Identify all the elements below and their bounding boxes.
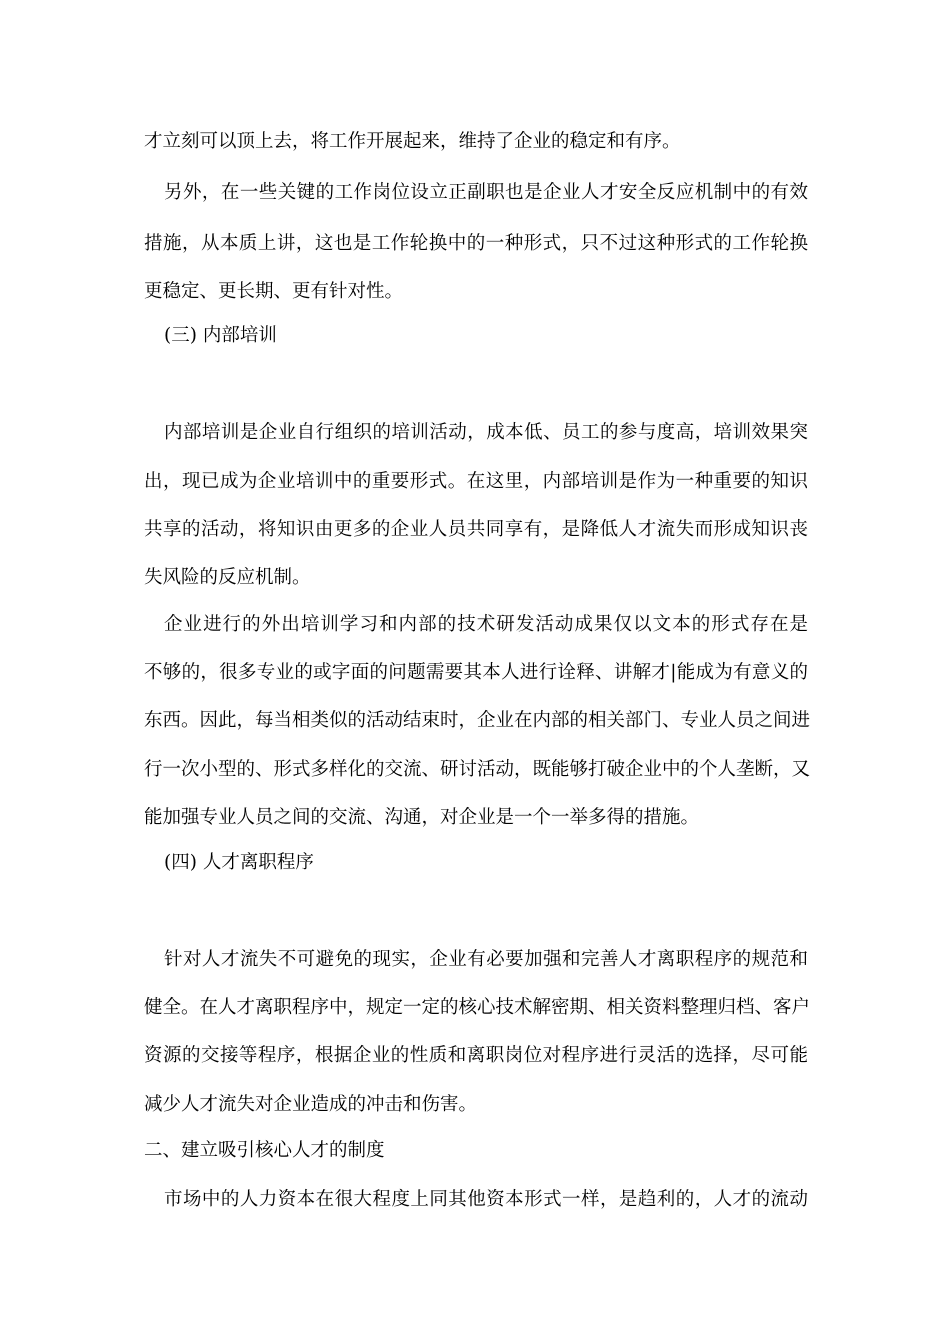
- document-page: [144, 0, 811, 1344]
- section-heading: (四) 人才离职程序: [164, 852, 314, 873]
- paragraph-line: 市场中的人力资本在很大程度上同其他资本形式一样，是趋利的，人才的流动: [164, 1189, 808, 1210]
- section-heading: (三) 内部培训: [164, 325, 277, 346]
- paragraph-line: 出，现已成为企业培训中的重要形式。在这里，内部培训是作为一种重要的知识: [144, 471, 808, 492]
- paragraph-line: 能加强专业人员之间的交流、沟通，对企业是一个一举多得的措施。: [144, 807, 700, 828]
- paragraph-line: 不够的，很多专业的或字面的问题需要其本人进行诠释、讲解才|能成为有意义的: [144, 662, 808, 683]
- paragraph-line: 措施，从本质上讲，这也是工作轮换中的一种形式，只不过这种形式的工作轮换: [144, 233, 808, 254]
- paragraph-line: 失风险的反应机制。: [144, 567, 311, 588]
- paragraph-line: 才立刻可以顶上去，将工作开展起来，维持了企业的稳定和有序。: [144, 131, 681, 152]
- paragraph-line: 针对人才流失不可避免的现实，企业有必要加强和完善人才离职程序的规范和: [164, 949, 808, 970]
- paragraph-line: 资源的交接等程序，根据企业的性质和离职岗位对程序进行灵活的选择，尽可能: [144, 1045, 808, 1066]
- chapter-heading: 二、建立吸引核心人才的制度: [144, 1140, 385, 1161]
- paragraph-line: 减少人才流失对企业造成的冲击和伤害。: [144, 1094, 478, 1115]
- paragraph-line: 更稳定、更长期、更有针对性。: [144, 281, 404, 302]
- paragraph-line: 内部培训是企业自行组织的培训活动，成本低、员工的参与度高，培训效果突: [164, 422, 808, 443]
- paragraph-line: 东西。因此，每当相类似的活动结束时，企业在内部的相关部门、专业人员之间进: [144, 710, 811, 731]
- paragraph-line: 健全。在人才离职程序中，规定一定的核心技术解密期、相关资料整理归档、客户: [144, 997, 811, 1018]
- paragraph-line: 行一次小型的、形式多样化的交流、研讨活动，既能够打破企业中的个人垄断，又: [144, 759, 811, 780]
- paragraph-line: 企业进行的外出培训学习和内部的技术研发活动成果仅以文本的形式存在是: [164, 614, 808, 635]
- paragraph-line: 共享的活动，将知识由更多的企业人员共同享有，是降低人才流失而形成知识丧: [144, 519, 808, 540]
- paragraph-line: 另外，在一些关键的工作岗位设立正副职也是企业人才安全反应机制中的有效: [164, 182, 808, 203]
